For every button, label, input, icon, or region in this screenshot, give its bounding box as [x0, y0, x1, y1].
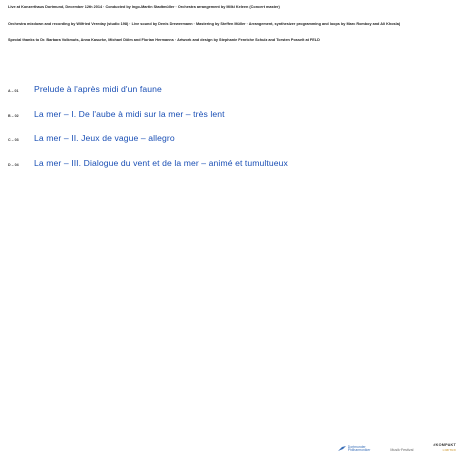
track-row	[8, 84, 458, 109]
track-title	[34, 133, 175, 143]
kompakt-logo	[433, 443, 456, 453]
track-title	[34, 158, 288, 168]
credit-line: Orchestra mixdown and recording by Wilfried Vereday (studio 198) · Live sound by Denis Drewermann · Mastering by Steffen Müller · Arrangement, synthesizer programming and loops by Marc Romboy and Ali Khosla)	[8, 21, 401, 26]
tracklist	[8, 84, 458, 182]
track-row	[8, 109, 458, 134]
track-dash: –	[138, 133, 149, 143]
credit-line: Live at Konzerthaus Dortmund, December 12th 2014 · Conducted by Ingo-Martin Stadtmüller · Orchestra arrangement by Milki Keleen (Concert master)	[8, 5, 280, 9]
track-dash: –	[198, 157, 209, 168]
credit-line: Special thanks to Dr. Barbara Volkmuts, Anna Kasurke, Michael Dölm and Florian Hermanns · Artwork and design by Stephanie Fenriche Schulz and Torsten Posselt at FELD	[8, 38, 320, 42]
philharmonie-line2: Philharmoniker	[347, 448, 371, 453]
philharmonie-logo	[337, 445, 371, 453]
track-dash: –	[183, 108, 194, 119]
sponsor-logos	[337, 441, 456, 453]
credits-block	[8, 5, 458, 55]
kompakt-text: #KOMPAKT	[433, 443, 456, 447]
musikfestival-logo: Musik·Festival	[390, 448, 414, 452]
track-code: D – 04	[8, 162, 19, 167]
track-title-text: Prelude à l'après midi d'un faune	[34, 84, 162, 94]
track-title	[34, 84, 162, 94]
bird-icon	[337, 445, 347, 453]
track-code: C – 03	[8, 138, 19, 142]
track-tempo: très lent	[193, 108, 225, 119]
track-tempo: animé et tumultueux	[208, 157, 288, 168]
philharmonie-line1: Dortmunder	[347, 444, 366, 449]
track-title	[34, 109, 225, 119]
track-code: B – 02	[8, 113, 19, 118]
track-title-text: La mer – III. Dialogue du vent et de la mer	[34, 157, 199, 168]
kompakt-badge: LIMITED	[442, 448, 456, 452]
track-title-text: La mer – II. Jeux de vague	[34, 133, 139, 143]
track-code: A – 01	[8, 89, 19, 93]
track-row	[8, 158, 458, 183]
track-row	[8, 133, 458, 158]
track-title-text: La mer – I. De l'aube à midi sur la mer	[34, 108, 184, 119]
track-tempo: allegro	[148, 133, 175, 143]
